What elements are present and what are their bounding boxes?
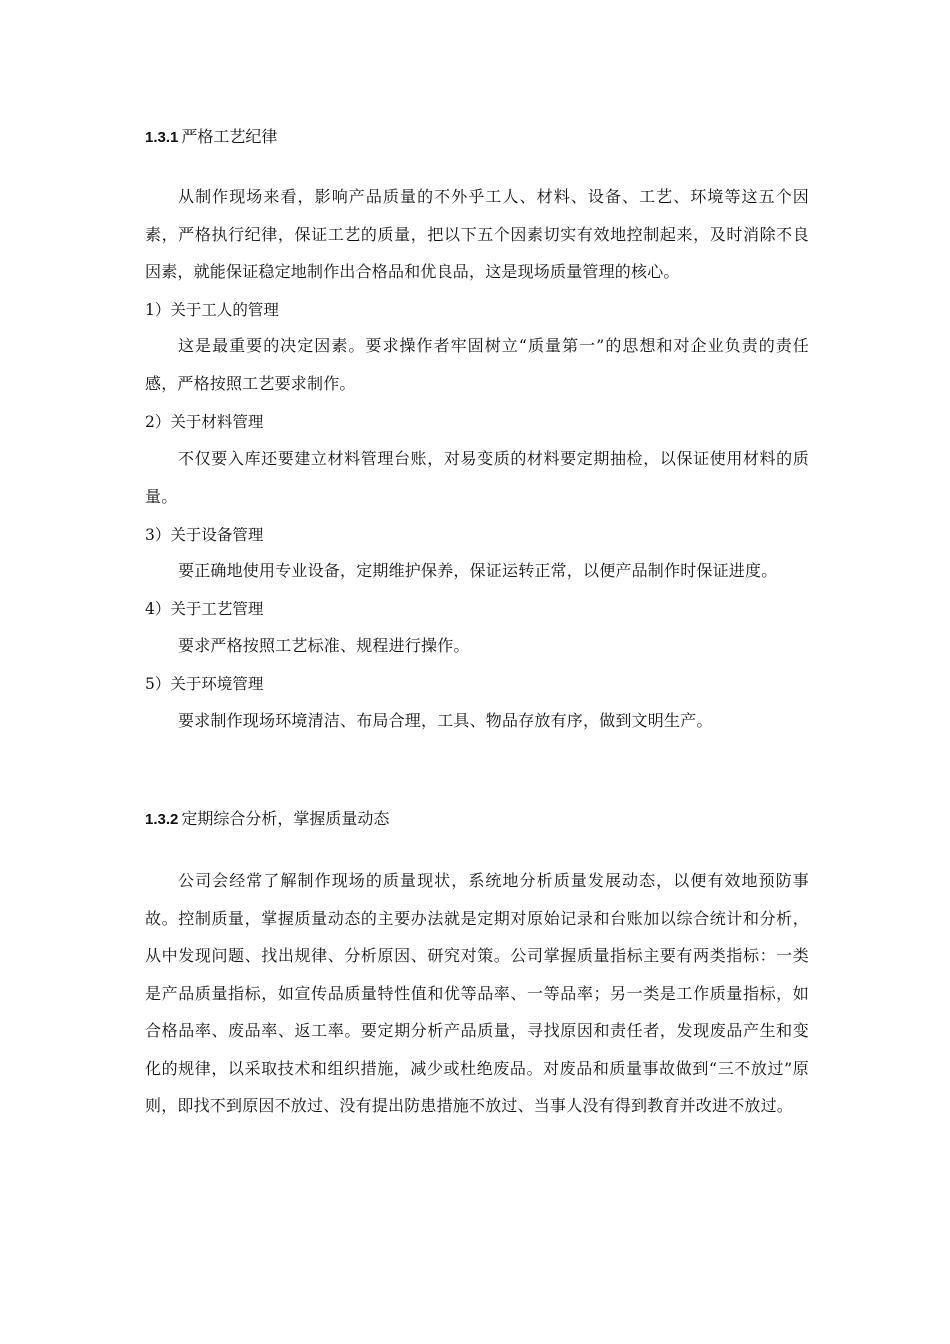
section-title: 定期综合分析，掌握质量动态: [181, 809, 390, 828]
section-number: 1.3.2: [145, 811, 179, 828]
section-number: 1.3.1: [145, 129, 179, 146]
section-title: 严格工艺纪律: [181, 127, 278, 146]
list-item-label-2: 2）关于材料管理: [145, 413, 264, 431]
list-item-text-2: 不仅要入库还要建立材料管理台账，对易变质的材料要定期抽检，以保证使用材料的质量。: [145, 449, 809, 506]
list-item-label-4: 4）关于工艺管理: [145, 600, 264, 618]
section-intro-paragraph: 从制作现场来看，影响产品质量的不外乎工人、材料、设备、工艺、环境等这五个因素，严格执行纪律，保证工艺的质量，把以下五个因素切实有效地控制起来，及时消除不良因素，就能保证稳定地制作出合格品和优良品，这是现场质量管理的核心。: [145, 187, 809, 281]
list-item-text-5: 要求制作现场环境清洁、布局合理，工具、物品存放有序，做到文明生产。: [178, 711, 713, 730]
list-item-label-5: 5）关于环境管理: [145, 675, 264, 693]
section-heading-1-3-1: [145, 126, 277, 149]
section-body-paragraph: 公司会经常了解制作现场的质量现状，系统地分析质量发展动态，以便有效地预防事故。控制质量，掌握质量动态的主要办法就是定期对原始记录和台账加以综合统计和分析，从中发现问题、找出规律、分析原因、研究对策。公司掌握质量指标主要有两类指标：一类是产品质量指标，如宣传品质量特性值和优等品率、一等品率；另一类是工作质量指标，如合格品率、废品率、返工率。要定期分析产品质量，寻找原因和责任者，发现废品产生和变化的规律，以采取技术和组织措施，减少或杜绝废品。对废品和质量事故做到“三不放过”原则，即找不到原因不放过、没有提出防患措施不放过、当事人没有得到教育并改进不放过。: [145, 871, 809, 1115]
list-item-label-1: 1）关于工人的管理: [145, 301, 279, 319]
list-item-text-4: 要求严格按照工艺标准、规程进行操作。: [178, 636, 470, 655]
list-item-label-3: 3）关于设备管理: [145, 526, 264, 544]
section-heading-1-3-2: [145, 808, 389, 831]
list-item-text-3: 要正确地使用专业设备，定期维护保养，保证运转正常，以便产品制作时保证进度。: [178, 561, 778, 580]
list-item-text-1: 这是最重要的决定因素。要求操作者牢固树立“质量第一”的思想和对企业负责的责任感，严格按照工艺要求制作。: [145, 336, 809, 393]
